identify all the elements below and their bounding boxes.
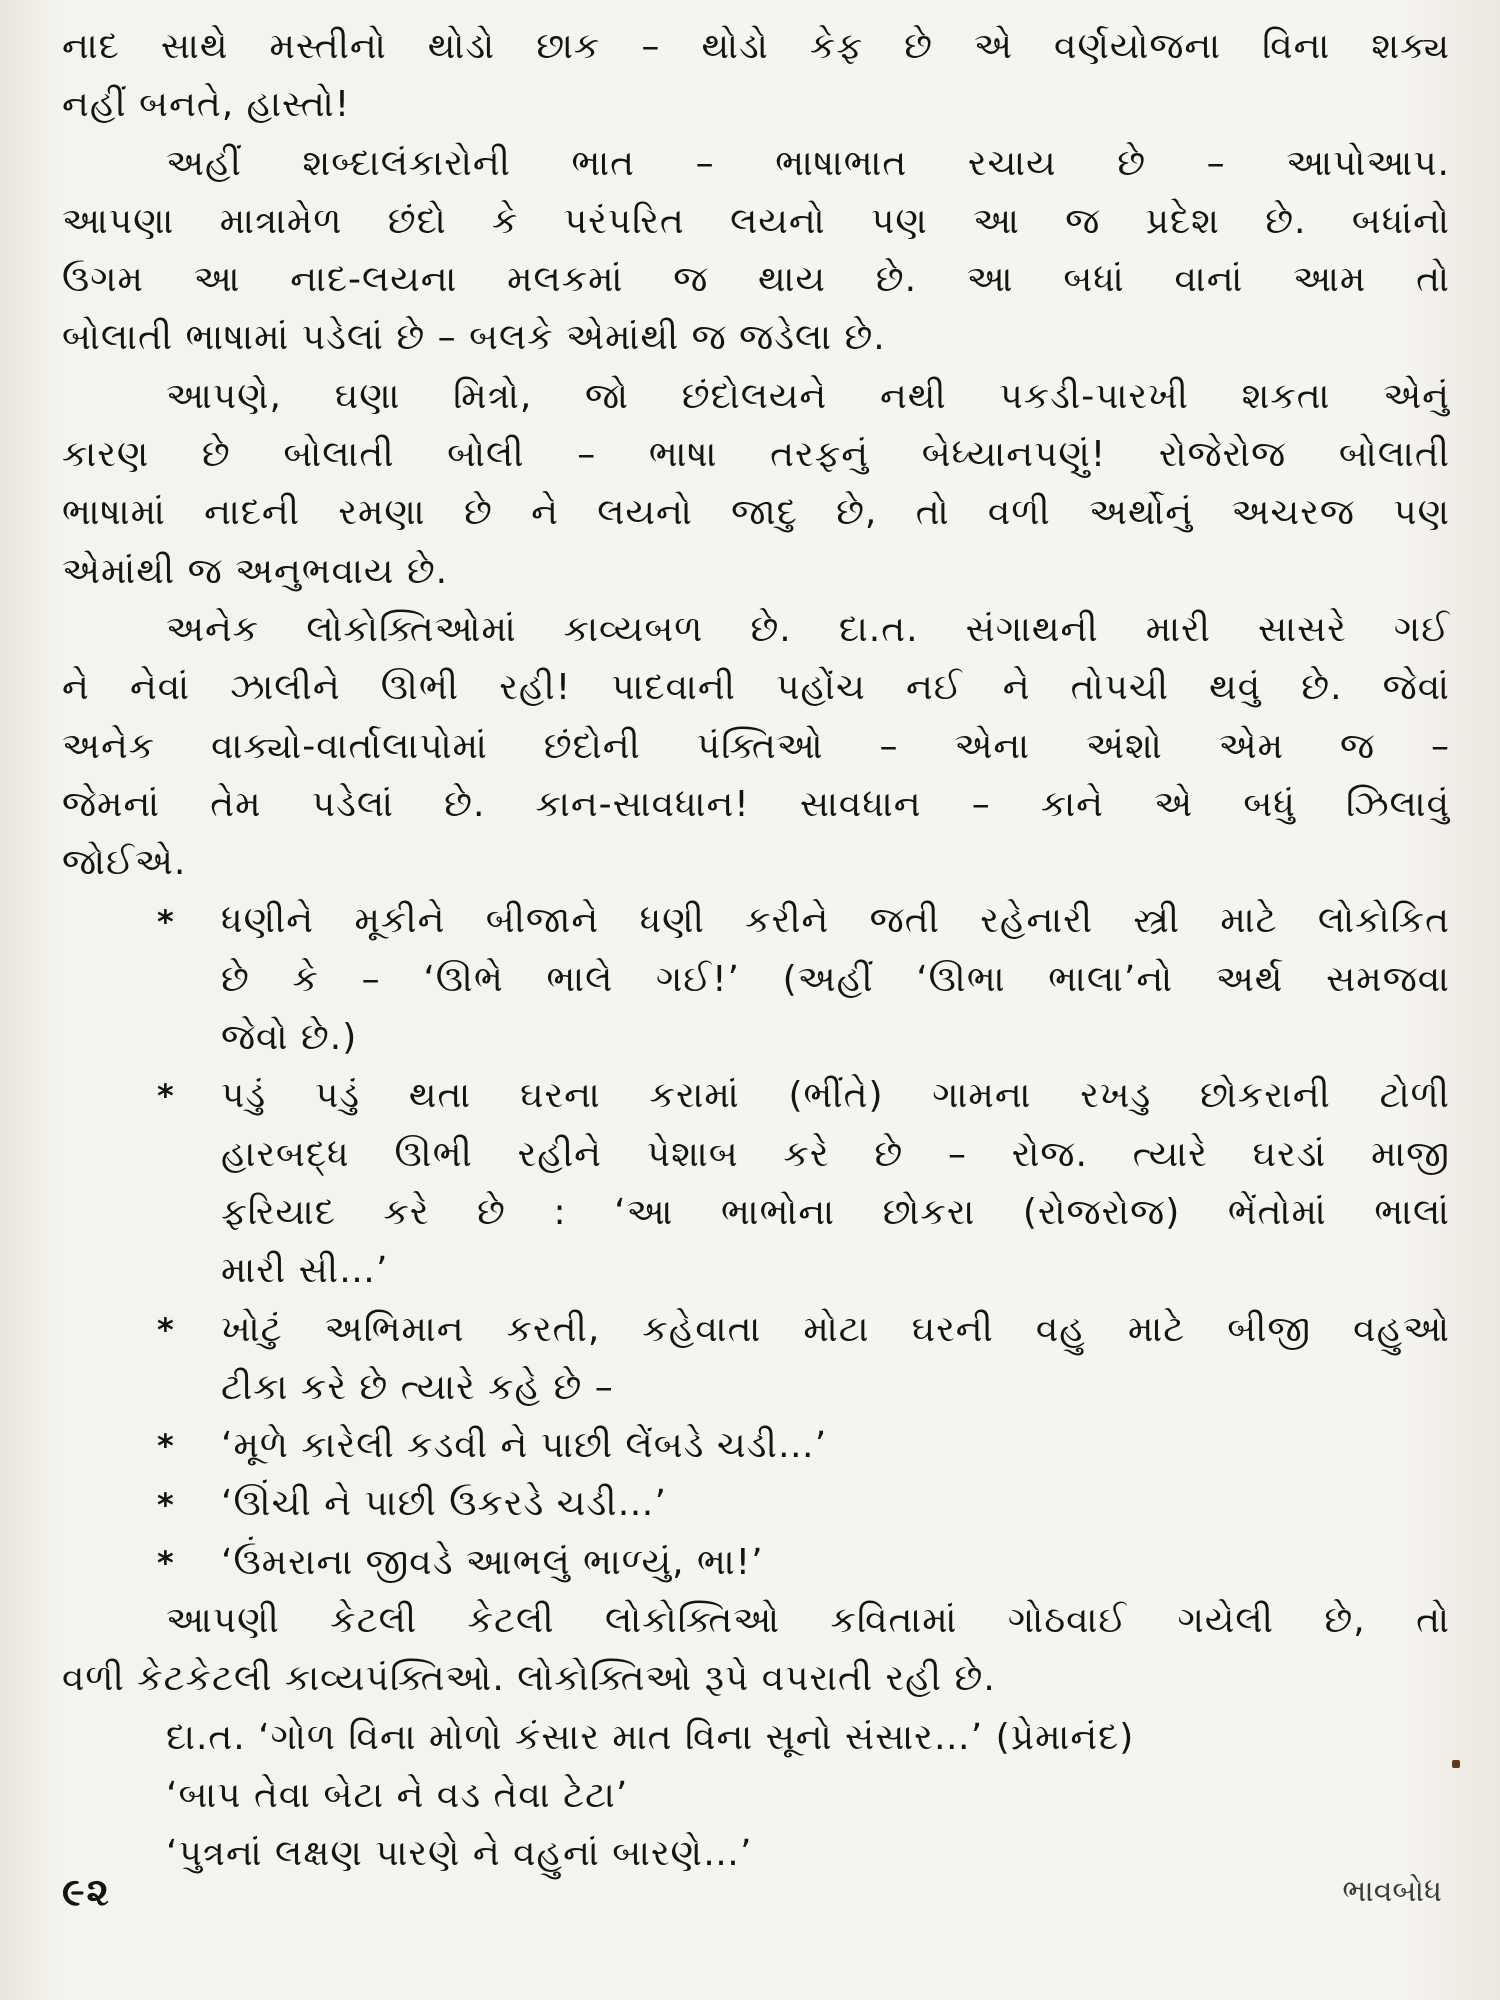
- text-line: નહીં બનતે, હાસ્તો!: [62, 84, 351, 126]
- text-line: આપણા માત્રામેળ છંદો કે પરંપરિત લયનો પણ આ જ પ્રદેશ છે. બધાંનો: [62, 200, 1450, 242]
- asterisk-bullet: *: [157, 1310, 174, 1349]
- text-line: નાદ સાથે મસ્તીનો થોડો છાક – થોડો કેફ છે એ વર્ણયોજના વિના શક્ય: [62, 26, 1450, 67]
- list-item: [62, 1417, 1450, 1475]
- asterisk-bullet: *: [157, 902, 174, 941]
- list-item-text: પડું પડું થતા ઘરના કરામાં (ભીંતે) ગામના રખડુ છોકરાની ટોળી: [221, 1075, 1450, 1117]
- text-line: એમાંથી જ અનુભવાય છે.: [62, 550, 449, 592]
- list-item: [62, 1067, 1450, 1125]
- list-item: [62, 1475, 1450, 1533]
- text-line: કારણ છે બોલાતી બોલી – ભાષા તરફનું બેધ્યાનપણું! રોજેરોજ બોલાતી: [62, 434, 1450, 476]
- list-item-continuation: જેવો છે.): [221, 1017, 358, 1059]
- list-item-continuation: મારી સી…’: [221, 1250, 389, 1292]
- example-line: ‘બાપ તેવા બેટા ને વડ તેવા ટેટા’: [166, 1774, 629, 1816]
- list-item-text: ‘મૂળે કારેલી કડવી ને પાછી લેંબડે ચડી…’: [221, 1425, 828, 1467]
- list-item-text: ખોટું અભિમાન કરતી, કહેવાતા મોટા ઘરની વહુ માટે બીજી વહુઓ: [221, 1308, 1450, 1350]
- asterisk-bullet: *: [157, 1543, 174, 1582]
- asterisk-bullet: *: [157, 1427, 174, 1466]
- paragraph-start: આપણે, ઘણા મિત્રો, જો છંદોલયને નથી પકડી-પારખી શકતા એનું: [166, 375, 1450, 417]
- text-line: ઉગમ આ નાદ-લયના મલકમાં જ થાય છે. આ બધાં વાનાં આમ તો: [62, 259, 1450, 301]
- list-item-text: ‘ઊંચી ને પાછી ઉકરડે ચડી…’: [221, 1483, 667, 1525]
- page-body: [62, 18, 1450, 1884]
- text-line: ભાષામાં નાદની રમણા છે ને લયનો જાદુ છે, તો વળી અર્થોનું અચરજ પણ: [62, 492, 1450, 534]
- list-item-continuation: ફરિયાદ કરે છે : ‘આ ભાભોના છોકરા (રોજરોજ) ભેંતોમાં ભાલાં: [221, 1191, 1450, 1233]
- example-line: ‘પુત્રનાં લક્ષણ પારણે ને વહુનાં બારણે…’: [166, 1833, 753, 1875]
- list-item: [62, 892, 1450, 950]
- list-item-continuation: ટીકા કરે છે ત્યારે કહે છે –: [221, 1366, 614, 1408]
- asterisk-bullet: *: [157, 1485, 174, 1524]
- list-item-text: ધણીને મૂકીને બીજાને ધણી કરીને જતી રહેનારી સ્ત્રી માટે લોકોકિત: [221, 900, 1450, 942]
- paper-speck: [1452, 1760, 1460, 1768]
- page-number: ૯૨: [62, 1870, 111, 1914]
- asterisk-bullet: *: [157, 1077, 174, 1116]
- running-head: ભાવબોધ: [1342, 1874, 1442, 1909]
- list-item-continuation: છે કે – ‘ઊભે ભાલે ગઈ!’ (અહીં ‘ઊભા ભાલા’નો અર્થ સમજવા: [221, 958, 1450, 1000]
- text-line: વળી કેટકેટલી કાવ્યપંક્તિઓ. લોકોક્તિઓ રૂપે વપરાતી રહી છે.: [62, 1658, 996, 1700]
- list-item-text: ‘ઉંમરાના જીવડે આભલું ભાળ્યું, ભા!’: [221, 1541, 764, 1583]
- list-item: [62, 1301, 1450, 1359]
- example-line: દા.ત. ‘ગોળ વિના મોળો કંસાર માત વિના સૂનો સંસાર…’ (પ્રેમાનંદ): [166, 1716, 1135, 1758]
- paragraph-start: અહીં શબ્દાલંકારોની ભાત – ભાષાભાત રચાય છે – આપોઆપ.: [166, 142, 1450, 184]
- text-line: જેમનાં તેમ પડેલાં છે. કાન-સાવધાન! સાવધાન – કાને એ બધું ઝિલાવું: [62, 783, 1450, 825]
- text-line: ને નેવાં ઝાલીને ઊભી રહી! પાદવાની પહોંચ નઈ ને તોપચી થવું છે. જેવાં: [62, 667, 1450, 709]
- text-line: જોઈએ.: [62, 842, 187, 884]
- text-line: બોલાતી ભાષામાં પડેલાં છે – બલકે એમાંથી જ જડેલા છે.: [62, 317, 886, 359]
- paragraph-start: અનેક લોકોક્તિઓમાં કાવ્યબળ છે. દા.ત. સંગાથની મારી સાસરે ગઈ: [166, 608, 1450, 650]
- list-item: [62, 1534, 1450, 1592]
- paragraph-start: આપણી કેટલી કેટલી લોકોક્તિઓ કવિતામાં ગોઠવાઈ ગયેલી છે, તો: [166, 1600, 1450, 1642]
- list-item-continuation: હારબદ્ધ ઊભી રહીને પેશાબ કરે છે – રોજ. ત્યારે ઘરડાં માજી: [221, 1133, 1450, 1175]
- text-line: અનેક વાક્યો-વાર્તાલાપોમાં છંદોની પંક્તિઓ – એના અંશો એમ જ –: [62, 725, 1450, 767]
